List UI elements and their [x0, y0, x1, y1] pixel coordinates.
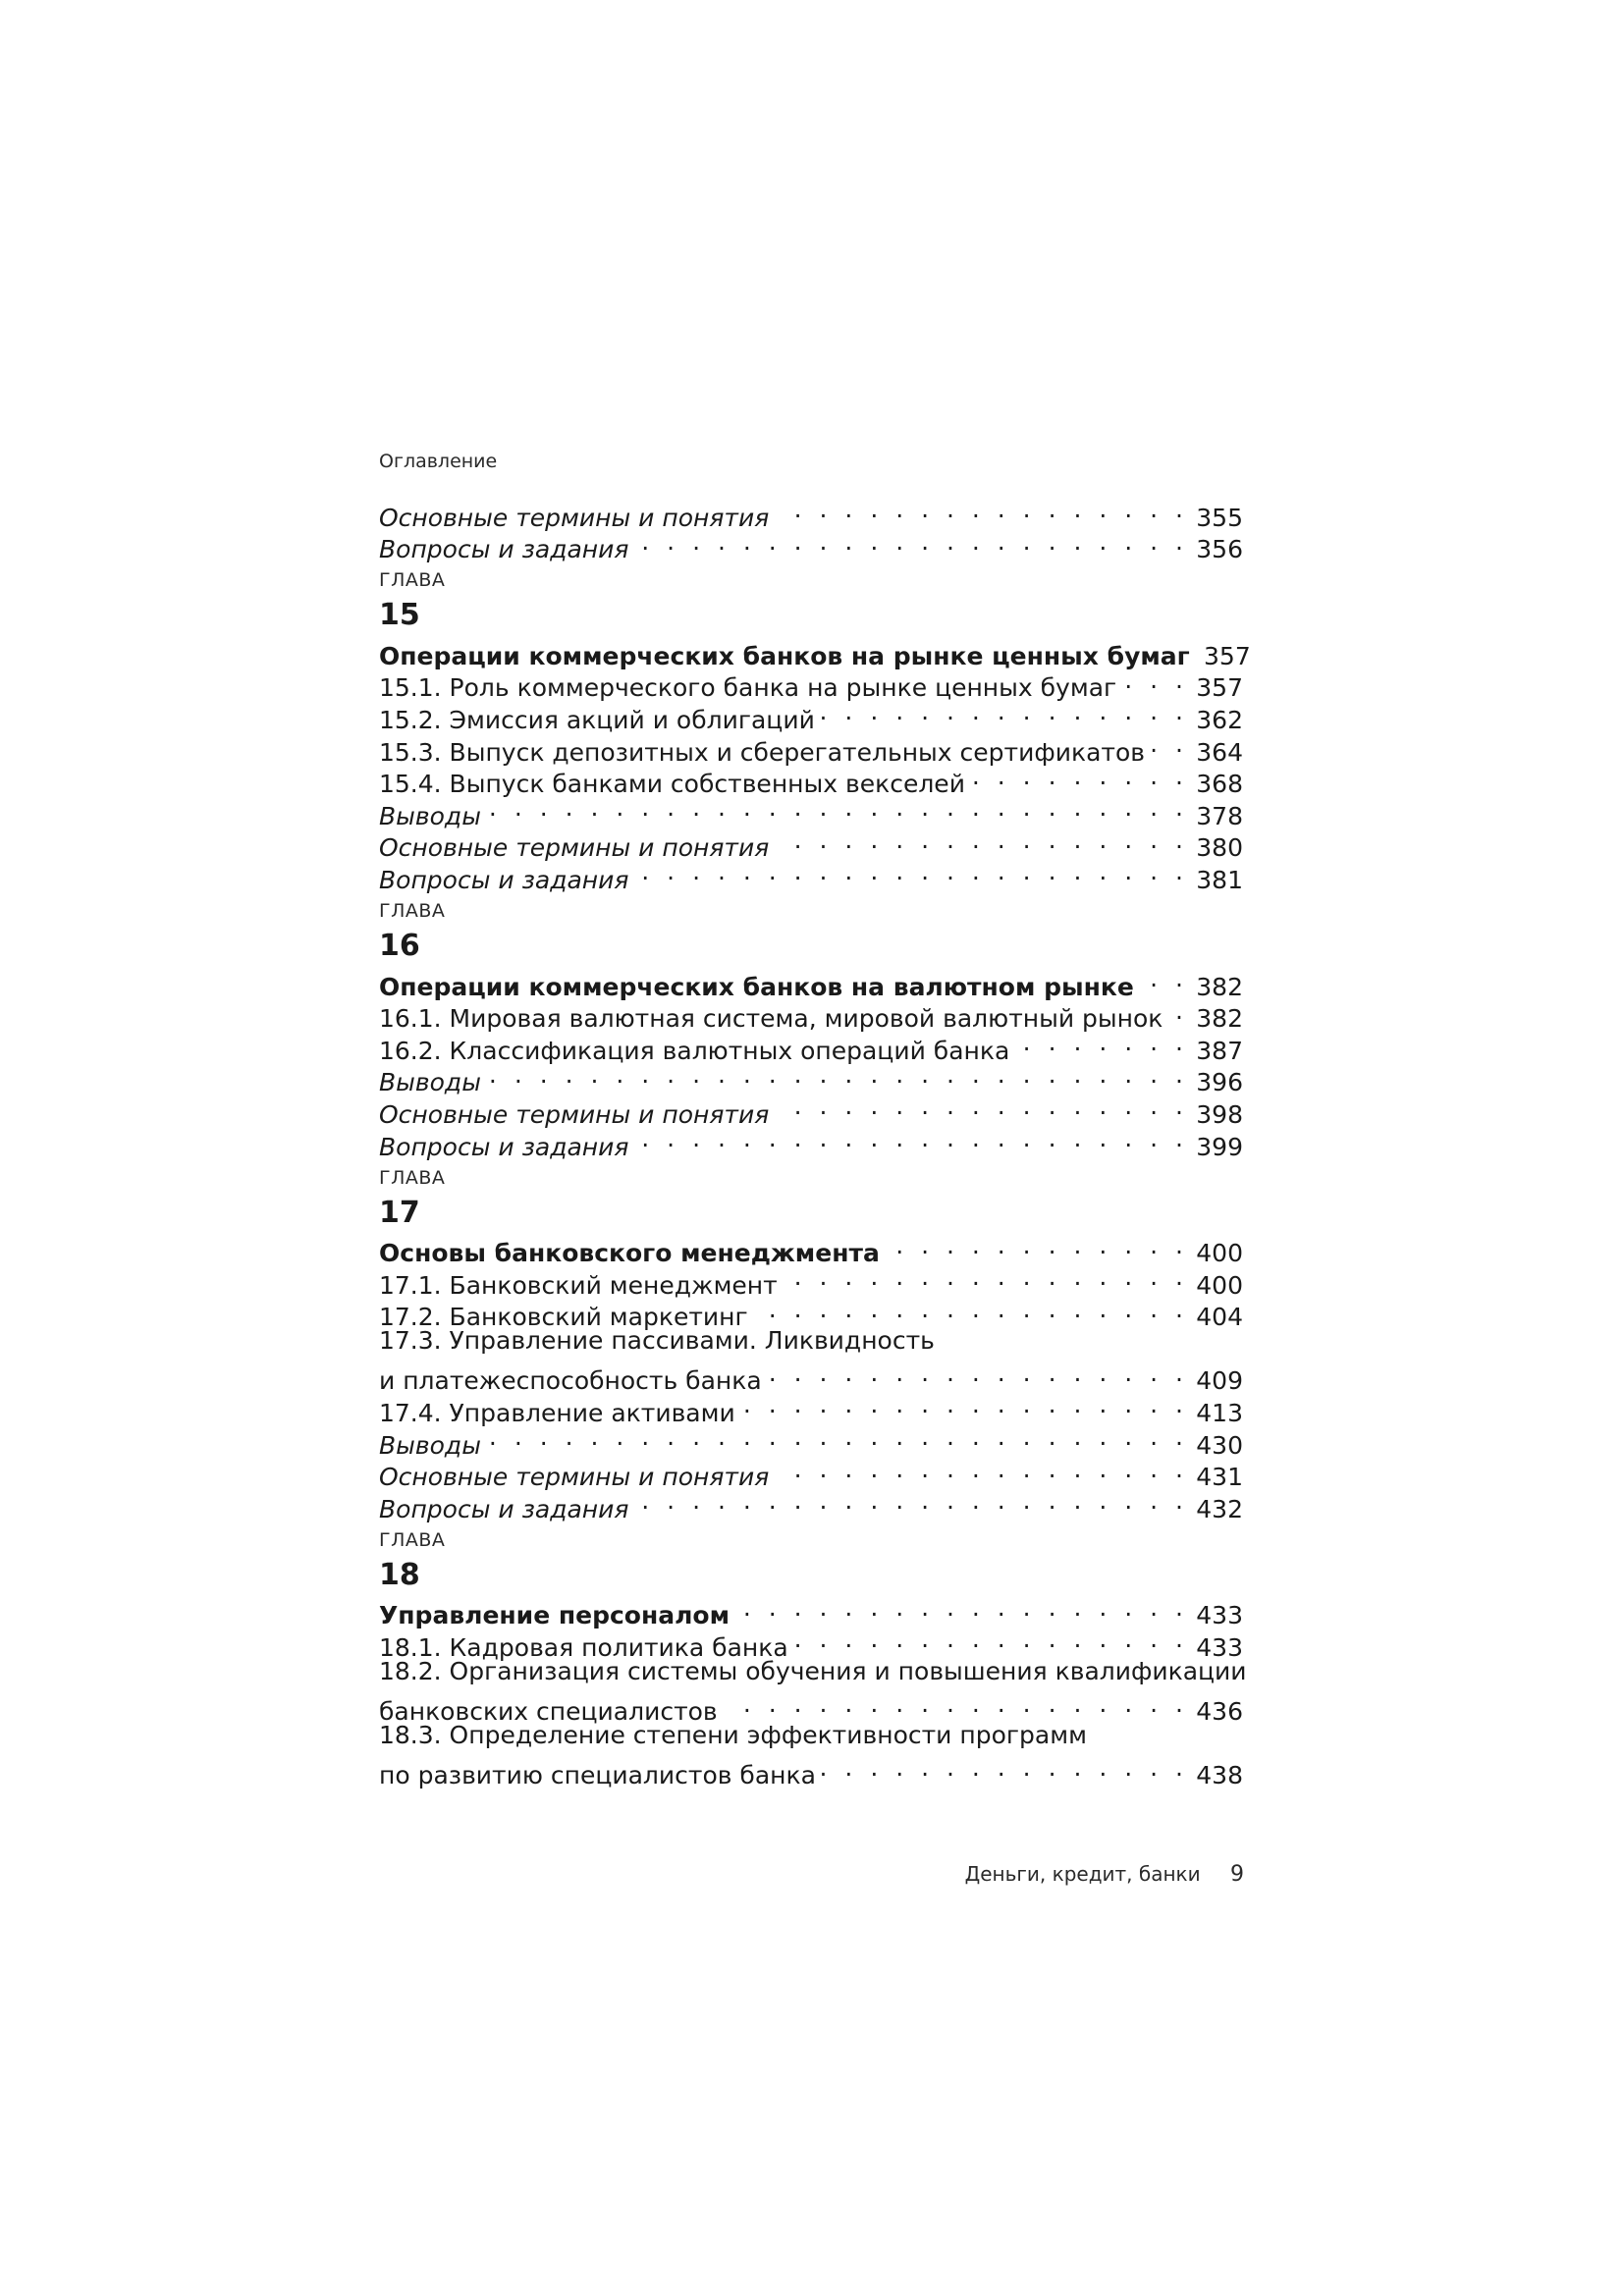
toc-page-number: 356	[1196, 535, 1243, 564]
toc-entry-label: 15.1. Роль коммерческого банка на рынке ценных бумаг	[379, 673, 1117, 703]
toc-entry-label: Вопросы и задания	[379, 865, 629, 894]
toc-entry-label: 15.2. Эмиссия акций и облигаций	[379, 705, 815, 734]
dot-leader	[1015, 1027, 1188, 1059]
running-head: Оглавление	[379, 451, 498, 472]
chapter-label: ГЛАВА	[379, 569, 446, 592]
toc-page-number: 432	[1196, 1494, 1243, 1523]
dot-leader	[487, 1059, 1188, 1092]
toc-entry-label: Основные термины и понятия	[379, 833, 770, 863]
toc-entry	[379, 1688, 1243, 1727]
toc-page-number: 436	[1196, 1697, 1243, 1727]
chapter-number: 16	[379, 928, 420, 963]
chapter-title: Основы банковского менеджмента	[379, 1239, 880, 1268]
toc-page-number: 387	[1196, 1036, 1243, 1065]
chapter-title: Управление персоналом	[379, 1601, 730, 1630]
toc-page-number: 380	[1196, 833, 1243, 863]
chapter-title-entry	[379, 963, 1243, 1001]
dot-leader	[886, 1230, 1188, 1262]
toc-page-number: 398	[1196, 1099, 1243, 1129]
chapter-label: ГЛАВА	[379, 1166, 446, 1189]
dot-leader	[768, 1358, 1188, 1390]
chapter-number: 15	[379, 598, 420, 633]
toc-page-number: 409	[1196, 1366, 1243, 1396]
dot-leader	[775, 494, 1188, 526]
toc-entry-label: 15.3. Выпуск депозитных и сберегательных сертификатов	[379, 737, 1145, 767]
dot-leader	[775, 1091, 1188, 1123]
dot-leader	[724, 1688, 1188, 1721]
toc-entry-continued	[379, 1720, 1243, 1752]
dot-leader	[1151, 728, 1188, 761]
toc-entry	[379, 1421, 1243, 1460]
dot-leader	[971, 761, 1188, 793]
dot-leader	[775, 825, 1188, 857]
toc-page-number: 378	[1196, 801, 1243, 830]
dot-leader	[784, 1261, 1188, 1294]
dot-leader	[634, 526, 1188, 559]
toc-entry-label: 16.2. Классификация валютных операций банка	[379, 1036, 1010, 1065]
toc-page-number: 400	[1196, 1270, 1243, 1300]
toc-entry	[379, 825, 1243, 863]
dot-leader	[634, 856, 1188, 888]
dot-leader	[821, 696, 1188, 728]
toc-entry-label: 17.2. Банковский маркетинг	[379, 1303, 748, 1332]
chapter-title-entry	[379, 1592, 1243, 1630]
toc-page-number: 364	[1196, 737, 1243, 767]
toc-entry-label: 17.1. Банковский менеджмент	[379, 1270, 778, 1300]
toc-page-number: 357	[1204, 641, 1251, 670]
toc-entry-label: 17.3. Управление пассивами. Ликвидность	[379, 1326, 935, 1356]
toc-page-number: 399	[1196, 1132, 1243, 1161]
chapter-number: 17	[379, 1195, 420, 1230]
toc-entry-label: 18.1. Кадровая политика банка	[379, 1633, 788, 1663]
page-number: 9	[1230, 1862, 1244, 1887]
toc-page-number: 362	[1196, 705, 1243, 734]
toc-entry-label: 18.2. Организация системы обучения и повышения квалификации	[379, 1657, 1247, 1686]
dot-leader	[822, 1752, 1188, 1785]
toc-page-number: 433	[1196, 1633, 1243, 1663]
toc-entry-label: Вопросы и задания	[379, 1132, 629, 1161]
dot-leader	[634, 1485, 1188, 1518]
page-footer	[965, 1860, 1244, 1889]
chapter-title-entry	[379, 632, 1251, 670]
toc-page-number: 357	[1196, 673, 1243, 703]
dot-leader	[735, 1592, 1188, 1625]
toc-entry	[379, 1752, 1243, 1790]
dot-leader	[1140, 963, 1188, 995]
toc-page-number: 355	[1196, 503, 1243, 532]
toc-entry-label: и платежеспособность банка	[379, 1366, 762, 1396]
toc-entry-label: Основные термины и понятия	[379, 1463, 770, 1492]
toc-entry	[379, 1059, 1243, 1097]
toc-entry-label: Выводы	[379, 1430, 481, 1460]
toc-entry-label: Выводы	[379, 801, 481, 830]
dot-leader	[775, 1454, 1188, 1486]
toc-entry-continued	[379, 1656, 1247, 1688]
dot-leader	[487, 1421, 1188, 1454]
toc-entry	[379, 1454, 1243, 1492]
toc-entry-label: банковских специалистов	[379, 1697, 718, 1727]
toc-page-number: 433	[1196, 1601, 1243, 1630]
chapter-title: Операции коммерческих банков на валютном рынке	[379, 972, 1134, 1001]
chapter-number: 18	[379, 1557, 420, 1592]
toc-page-number: 400	[1196, 1239, 1243, 1268]
toc-entry-label: 17.4. Управление активами	[379, 1399, 735, 1428]
dot-leader	[1122, 665, 1188, 697]
toc-page-number: 396	[1196, 1068, 1243, 1097]
toc-entry-label: Основные термины и понятия	[379, 503, 770, 532]
toc-page-number: 430	[1196, 1430, 1243, 1460]
chapter-label: ГЛАВА	[379, 1528, 446, 1551]
toc-page-number: 382	[1196, 1004, 1243, 1034]
toc-entry	[379, 494, 1243, 532]
toc-page-number: 413	[1196, 1399, 1243, 1428]
toc-page-number: 404	[1196, 1303, 1243, 1332]
toc-entry-label: 15.4. Выпуск банками собственных векселей	[379, 770, 965, 799]
dot-leader	[634, 1123, 1188, 1155]
chapter-label: ГЛАВА	[379, 899, 446, 922]
dot-leader	[794, 1624, 1188, 1656]
toc-entry	[379, 1358, 1243, 1396]
toc-entry	[379, 792, 1243, 830]
toc-entry-label: Вопросы и задания	[379, 1494, 629, 1523]
toc-entry-label: 16.1. Мировая валютная система, мировой валютный рынок	[379, 1004, 1163, 1034]
toc-entry-label: Вопросы и задания	[379, 535, 629, 564]
toc-page-number: 438	[1196, 1761, 1243, 1790]
toc-page-number: 382	[1196, 972, 1243, 1001]
dot-leader	[1168, 995, 1188, 1028]
toc-entry-label: Выводы	[379, 1068, 481, 1097]
book-title: Деньги, кредит, банки	[964, 1862, 1201, 1886]
toc-page-number: 368	[1196, 770, 1243, 799]
toc-entry-label: по развитию специалистов банка	[379, 1761, 816, 1790]
toc-entry	[379, 1091, 1243, 1129]
chapter-title-entry	[379, 1230, 1243, 1268]
chapter-title: Операции коммерческих банков на рынке ценных бумаг	[379, 641, 1190, 670]
toc-entry-label: 18.3. Определение степени эффективности программ	[379, 1721, 1087, 1750]
toc-entry-label: Основные термины и понятия	[379, 1099, 770, 1129]
table-of-contents	[379, 494, 1251, 1790]
dot-leader	[487, 792, 1188, 825]
dot-leader	[754, 1294, 1188, 1326]
toc-page-number: 431	[1196, 1463, 1243, 1492]
dot-leader	[741, 1389, 1188, 1421]
toc-entry-continued	[379, 1325, 1243, 1358]
toc-page-number: 381	[1196, 865, 1243, 894]
